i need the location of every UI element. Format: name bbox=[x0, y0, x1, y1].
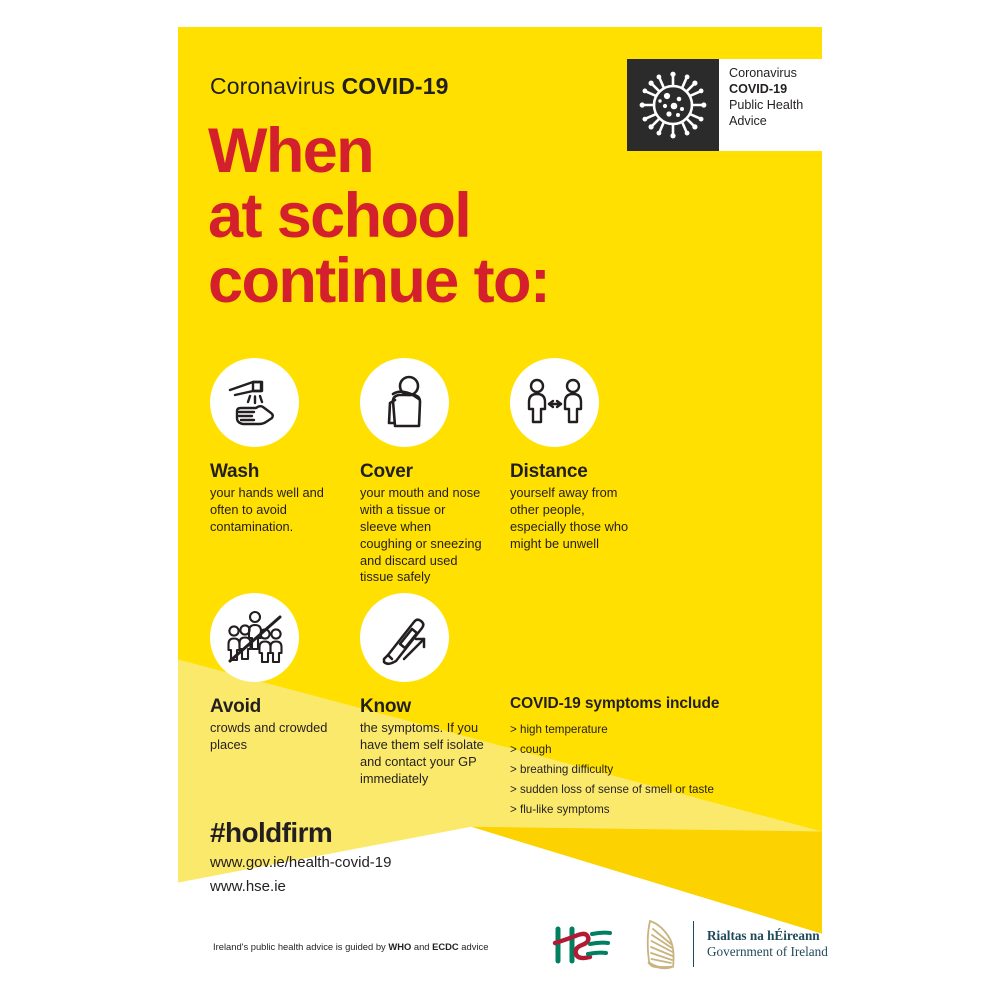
advice-item-distance bbox=[510, 358, 640, 553]
logo-divider bbox=[693, 921, 694, 967]
logo-line-2: COVID-19 bbox=[729, 81, 788, 96]
symptoms-block bbox=[510, 695, 770, 822]
advice-title-distance: Distance bbox=[510, 461, 588, 482]
symptom-item: > high temperature bbox=[510, 723, 608, 736]
footer-disclaimer bbox=[213, 941, 488, 952]
url-gov[interactable]: www.gov.ie/health-covid-19 bbox=[210, 854, 392, 871]
social-distance-icon bbox=[510, 358, 599, 447]
symptom-item: > cough bbox=[510, 742, 552, 756]
symptom-item: > sudden loss of sense of smell or taste bbox=[510, 782, 714, 796]
kicker-strong: COVID-19 bbox=[341, 73, 449, 99]
advice-body-know: the symptoms. If you have them self isolate and contact your GP immediately bbox=[360, 720, 484, 786]
symptoms-heading: COVID-19 symptoms include bbox=[510, 695, 720, 712]
gov-name-english: Government of Ireland bbox=[707, 944, 828, 959]
harp-icon bbox=[640, 917, 682, 971]
symptoms-list bbox=[510, 722, 770, 818]
handwash-icon bbox=[210, 358, 299, 447]
advice-item-cover bbox=[360, 358, 485, 586]
advice-title-avoid: Avoid bbox=[210, 696, 262, 717]
symptom-item: > breathing difficulty bbox=[510, 762, 614, 776]
advice-title-cover: Cover bbox=[360, 461, 413, 482]
logo-line-1: Coronavirus bbox=[729, 66, 797, 80]
thermometer-icon bbox=[360, 593, 449, 682]
footer-note-a: Ireland's public health advice is guided by bbox=[213, 941, 389, 952]
advice-item-know bbox=[360, 593, 485, 788]
footer-ecdc: ECDC bbox=[432, 941, 459, 952]
poster-canvas bbox=[178, 27, 822, 957]
gov-name-irish: Rialtas na hÉireann bbox=[707, 927, 820, 943]
advice-title-know: Know bbox=[360, 696, 411, 717]
url-hse[interactable]: www.hse.ie bbox=[210, 877, 286, 895]
footer-logos bbox=[552, 915, 828, 973]
promo-block bbox=[210, 817, 391, 897]
kicker-prefix: Coronavirus bbox=[210, 73, 342, 99]
symptom-item: > flu-like symptoms bbox=[510, 802, 610, 816]
footer-note-c: advice bbox=[458, 941, 489, 952]
hse-logo bbox=[552, 921, 614, 967]
logo-line-4: Advice bbox=[729, 113, 767, 128]
headline-line-1: When bbox=[208, 116, 374, 186]
headline-line-2: at school bbox=[208, 180, 471, 251]
logo-line-3: Public Health bbox=[729, 97, 804, 112]
advice-item-wash bbox=[210, 358, 325, 536]
advice-body-cover: your mouth and nose with a tissue or sleeve when coughing or sneezing and discard used tissue safely bbox=[360, 485, 482, 585]
footer-who: WHO bbox=[388, 941, 412, 952]
advice-title-wash: Wash bbox=[210, 461, 260, 482]
no-crowds-icon bbox=[210, 593, 299, 682]
headline-line-3: continue to: bbox=[208, 245, 550, 316]
government-of-ireland-wordmark bbox=[707, 928, 828, 960]
advice-body-avoid: crowds and crowded places bbox=[210, 720, 328, 752]
advice-item-avoid bbox=[210, 593, 330, 754]
advice-body-wash: your hands well and often to avoid contamination. bbox=[210, 485, 324, 534]
cough-into-sleeve-icon bbox=[360, 358, 449, 447]
hashtag: #holdfirm bbox=[210, 817, 333, 848]
advice-body-distance: yourself away from other people, especially those who might be unwell bbox=[510, 485, 629, 551]
footer-note-b: and bbox=[411, 941, 433, 952]
